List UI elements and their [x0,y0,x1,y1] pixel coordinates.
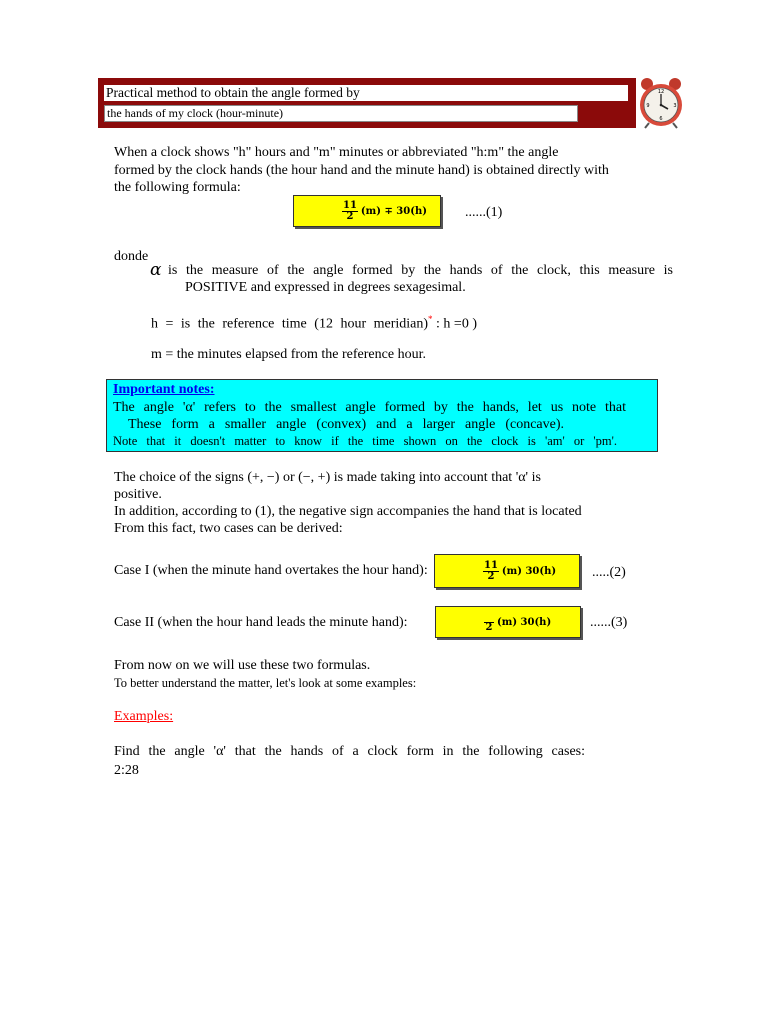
alpha-definition: is the measure of the angle formed by the hands of the clock, this measure is [168,263,673,278]
page-title: Practical method to obtain the angle formed by [104,85,628,101]
svg-text:12: 12 [657,89,665,95]
signs-paragraph [114,469,582,537]
important-notes-box [106,379,658,452]
h-definition [151,314,477,333]
example-time: 2:28 [114,763,139,778]
alpha-definition-cont: POSITIVE and expressed in degrees sexagesimal. [185,280,466,295]
intro-line: When a clock shows "h" hours and "m" minutes or abbreviated "h:m" the angle [114,145,559,160]
formula-1-ref: ......(1) [465,205,503,220]
h-definition-text: h = is the reference time (12 hour meridian) [151,316,429,332]
notes-line: These form a smaller angle (convex) and a larger angle (concave). [128,417,564,432]
header-bar [98,78,636,128]
case-2-label: Case II (when the hour hand leads the minute hand): [114,615,408,630]
signs-line: The choice of the signs (+, −) or (−, +) is made taking into account that 'α' is [114,470,541,485]
formula-1-body: (m) ∓ 30(h) [360,205,427,217]
page-subtitle: the hands of my clock (hour-minute) [104,105,578,122]
formula-2-box [434,554,580,588]
fraction: $\frac{11}{2}$ [343,199,357,222]
formula-2-ref: .....(2) [592,565,626,580]
formula-3-body: (m) 30(h) [497,616,552,628]
svg-text:6: 6 [659,116,663,122]
formula-1-box [293,195,441,227]
h-definition-tail: : h =0 ) [436,316,477,332]
signs-line: From this fact, two cases can be derived: [114,521,343,536]
fraction: $\frac{11}{2}$ [484,559,498,582]
formula-3-box [435,606,581,638]
m-definition: m = the minutes elapsed from the reference hour. [151,347,426,362]
donde-label: donde [114,249,149,264]
notes-title: Important notes: [113,382,215,397]
formula-3-ref: ......(3) [590,615,628,630]
alarm-clock-icon [636,76,686,130]
formula-2-body: (m) 30(h) [501,565,557,577]
fraction: 2 [484,612,494,633]
svg-text:3: 3 [673,103,677,109]
examples-heading: Examples: [114,709,174,724]
closing-line-small: To better understand the matter, let's look at some examples: [114,676,417,690]
intro-line: formed by the clock hands (the hour hand and the minute hand) is obtained directly with [114,162,609,178]
notes-line: Note that it doesn't matter to know if the time shown on the clock is 'am' or 'pm'. [113,434,617,448]
intro-paragraph [114,144,609,197]
case-1-label: Case I (when the minute hand overtakes the hour hand): [114,563,428,578]
notes-line: The angle 'α' refers to the smallest angle formed by the hands, let us note that [113,400,626,415]
alpha-symbol: α [150,260,162,280]
signs-line: positive. [114,487,162,502]
signs-line: In addition, according to (1), the negative sign accompanies the hand that is located [114,504,582,519]
closing-line: From now on we will use these two formulas. [114,658,371,673]
footnote-star: * [428,314,433,324]
svg-text:9: 9 [646,103,650,109]
examples-question: Find the angle 'α' that the hands of a clock form in the following cases: [114,744,585,759]
intro-line: the following formula: [114,180,241,195]
